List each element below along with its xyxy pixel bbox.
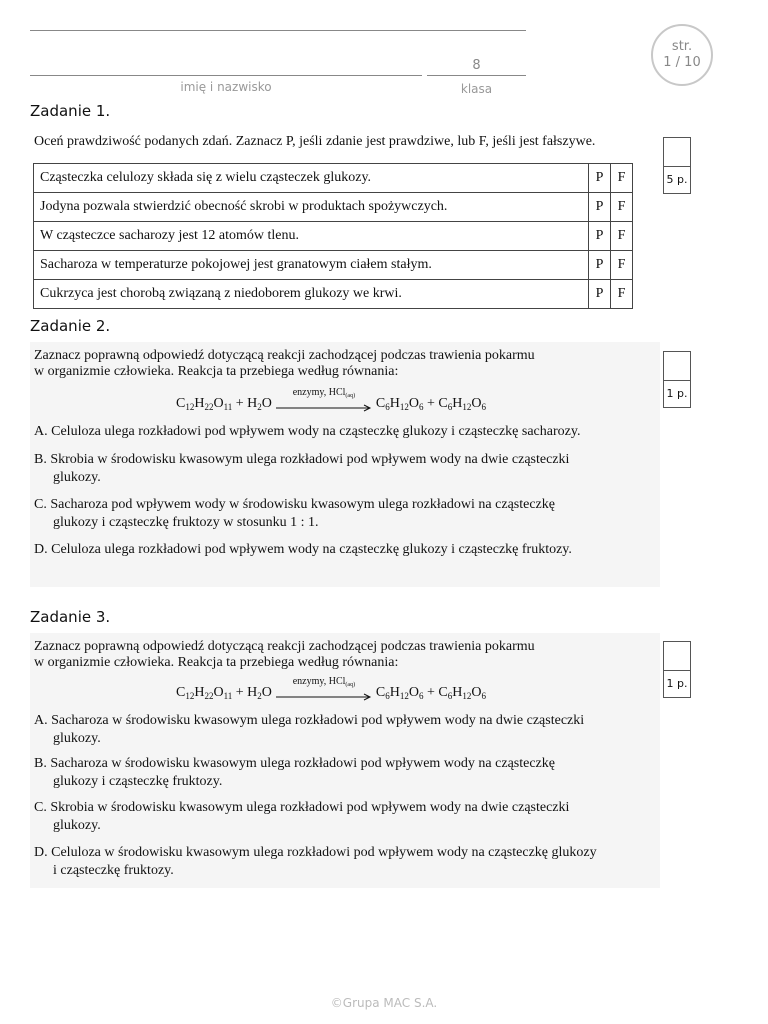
- task3-equation: $C_{12}H_{22}O_{11} + H_2O$ enzymy, HCl$_{(aq)}$ $C_6H_{12}O_6 + C_6H_{12}O_6$: [176, 676, 486, 702]
- option-f[interactable]: F: [611, 222, 633, 251]
- option-f[interactable]: F: [611, 280, 633, 309]
- task3-option-c[interactable]: [34, 799, 664, 835]
- option-letter: B.: [34, 756, 47, 771]
- task2-option-d[interactable]: [34, 541, 664, 559]
- class-line: [427, 75, 526, 76]
- name-top-line: [30, 30, 526, 31]
- task2-points: 1 p.: [663, 380, 691, 408]
- arrow-icon: [274, 404, 374, 412]
- task2-title: Zadanie 2.: [30, 317, 111, 335]
- task1-points: 5 p.: [663, 166, 691, 194]
- option-p[interactable]: P: [589, 251, 611, 280]
- task3-option-a[interactable]: [34, 712, 664, 748]
- arrow-icon: [274, 693, 374, 701]
- option-text: Sacharoza pod wpływem wody w środowisku kwasowym ulega rozkładowi na cząsteczkę: [50, 497, 555, 512]
- option-p[interactable]: P: [589, 193, 611, 222]
- reaction-arrow: [274, 676, 374, 701]
- task3-title: Zadanie 3.: [30, 608, 111, 626]
- option-p[interactable]: P: [589, 222, 611, 251]
- task1-table: [33, 163, 633, 309]
- task3-option-b[interactable]: [34, 755, 664, 791]
- name-label: imię i nazwisko: [180, 80, 272, 94]
- statement: Cząsteczka celulozy składa się z wielu cząsteczek glukozy.: [34, 164, 589, 193]
- option-p[interactable]: P: [589, 280, 611, 309]
- task2-option-c[interactable]: [34, 496, 664, 532]
- task2-option-a[interactable]: [34, 423, 664, 441]
- table-row: [34, 193, 633, 222]
- option-letter: C.: [34, 497, 47, 512]
- option-f[interactable]: F: [611, 193, 633, 222]
- option-text-cont: glukozy.: [53, 470, 101, 485]
- option-text: Celuloza w środowisku kwasowym ulega rozkładowi pod wpływem wody na cząsteczkę glukozy: [51, 845, 597, 860]
- task2-score-box[interactable]: [663, 351, 691, 381]
- statement: W cząsteczce sacharozy jest 12 atomów tlenu.: [34, 222, 589, 251]
- option-letter: B.: [34, 452, 47, 467]
- task1-score-box[interactable]: [663, 137, 691, 167]
- option-text-cont: glukozy i cząsteczkę fruktozy w stosunku 1 : 1.: [53, 515, 319, 530]
- option-text: Celuloza ulega rozkładowi pod wpływem wody na cząsteczkę glukozy i cząsteczkę fruktozy.: [51, 542, 572, 557]
- arrow-label: enzymy, HCl$_{(aq)}$: [292, 387, 356, 399]
- option-p[interactable]: P: [589, 164, 611, 193]
- option-letter: D.: [34, 542, 48, 557]
- option-text: Sacharoza w środowisku kwasowym ulega rozkładowi pod wpływem wody na cząsteczkę: [50, 756, 555, 771]
- table-row: [34, 222, 633, 251]
- page-label: str.: [671, 39, 693, 54]
- option-f[interactable]: F: [611, 164, 633, 193]
- option-text: Skrobia w środowisku kwasowym ulega rozkładowi pod wpływem wody na dwie cząsteczki: [50, 452, 570, 467]
- option-text: Celuloza ulega rozkładowi pod wpływem wody na cząsteczkę glukozy i cząsteczkę sacharozy.: [51, 424, 581, 439]
- option-text-cont: glukozy.: [53, 818, 101, 833]
- reaction-arrow: [274, 387, 374, 412]
- option-text-cont: i cząsteczkę fruktozy.: [53, 863, 174, 878]
- name-line: [30, 75, 422, 76]
- task3-points: 1 p.: [663, 670, 691, 698]
- option-text: Skrobia w środowisku kwasowym ulega rozkładowi pod wpływem wody na dwie cząsteczki: [50, 800, 570, 815]
- page-indicator: [651, 24, 713, 86]
- task2-equation: $C_{12}H_{22}O_{11} + H_2O$ enzymy, HCl$_{(aq)}$ $C_6H_{12}O_6 + C_6H_{12}O_6$: [176, 387, 486, 413]
- task3-option-d[interactable]: [34, 844, 664, 880]
- table-row: [34, 251, 633, 280]
- option-f[interactable]: F: [611, 251, 633, 280]
- statement: Cukrzyca jest chorobą związaną z niedoborem glukozy we krwi.: [34, 280, 589, 309]
- option-letter: A.: [34, 424, 48, 439]
- task1-title: Zadanie 1.: [30, 102, 111, 120]
- arrow-label: enzymy, HCl$_{(aq)}$: [292, 676, 356, 688]
- page-number: 1 / 10: [663, 55, 701, 70]
- option-letter: D.: [34, 845, 48, 860]
- task3-score-box[interactable]: [663, 641, 691, 671]
- option-letter: A.: [34, 713, 48, 728]
- task1-instruction: Oceń prawdziwość podanych zdań. Zaznacz P, jeśli zdanie jest prawdziwe, lub F, jeśli jest fałszywe.: [34, 134, 596, 149]
- class-label: klasa: [460, 82, 493, 96]
- footer-copyright: ©Grupa MAC S.A.: [330, 996, 438, 1010]
- statement: Sacharoza w temperaturze pokojowej jest granatowym ciałem stałym.: [34, 251, 589, 280]
- option-text: Sacharoza w środowisku kwasowym ulega rozkładowi pod wpływem wody na dwie cząsteczki: [51, 713, 585, 728]
- task2-option-b[interactable]: [34, 451, 664, 487]
- option-letter: C.: [34, 800, 47, 815]
- task3-instruction-1: Zaznacz poprawną odpowiedź dotyczącą reakcji zachodzącej podczas trawienia pokarmu: [34, 639, 535, 654]
- table-row: [34, 280, 633, 309]
- task2-instruction-2: w organizmie człowieka. Reakcja ta przebiega według równania:: [34, 364, 399, 379]
- statement: Jodyna pozwala stwierdzić obecność skrobi w produktach spożywczych.: [34, 193, 589, 222]
- table-row: [34, 164, 633, 193]
- task3-instruction-2: w organizmie człowieka. Reakcja ta przebiega według równania:: [34, 655, 399, 670]
- option-text-cont: glukozy.: [53, 731, 101, 746]
- class-value: 8: [472, 58, 481, 73]
- task2-instruction-1: Zaznacz poprawną odpowiedź dotyczącą reakcji zachodzącej podczas trawienia pokarmu: [34, 348, 535, 363]
- option-text-cont: glukozy i cząsteczkę fruktozy.: [53, 774, 223, 789]
